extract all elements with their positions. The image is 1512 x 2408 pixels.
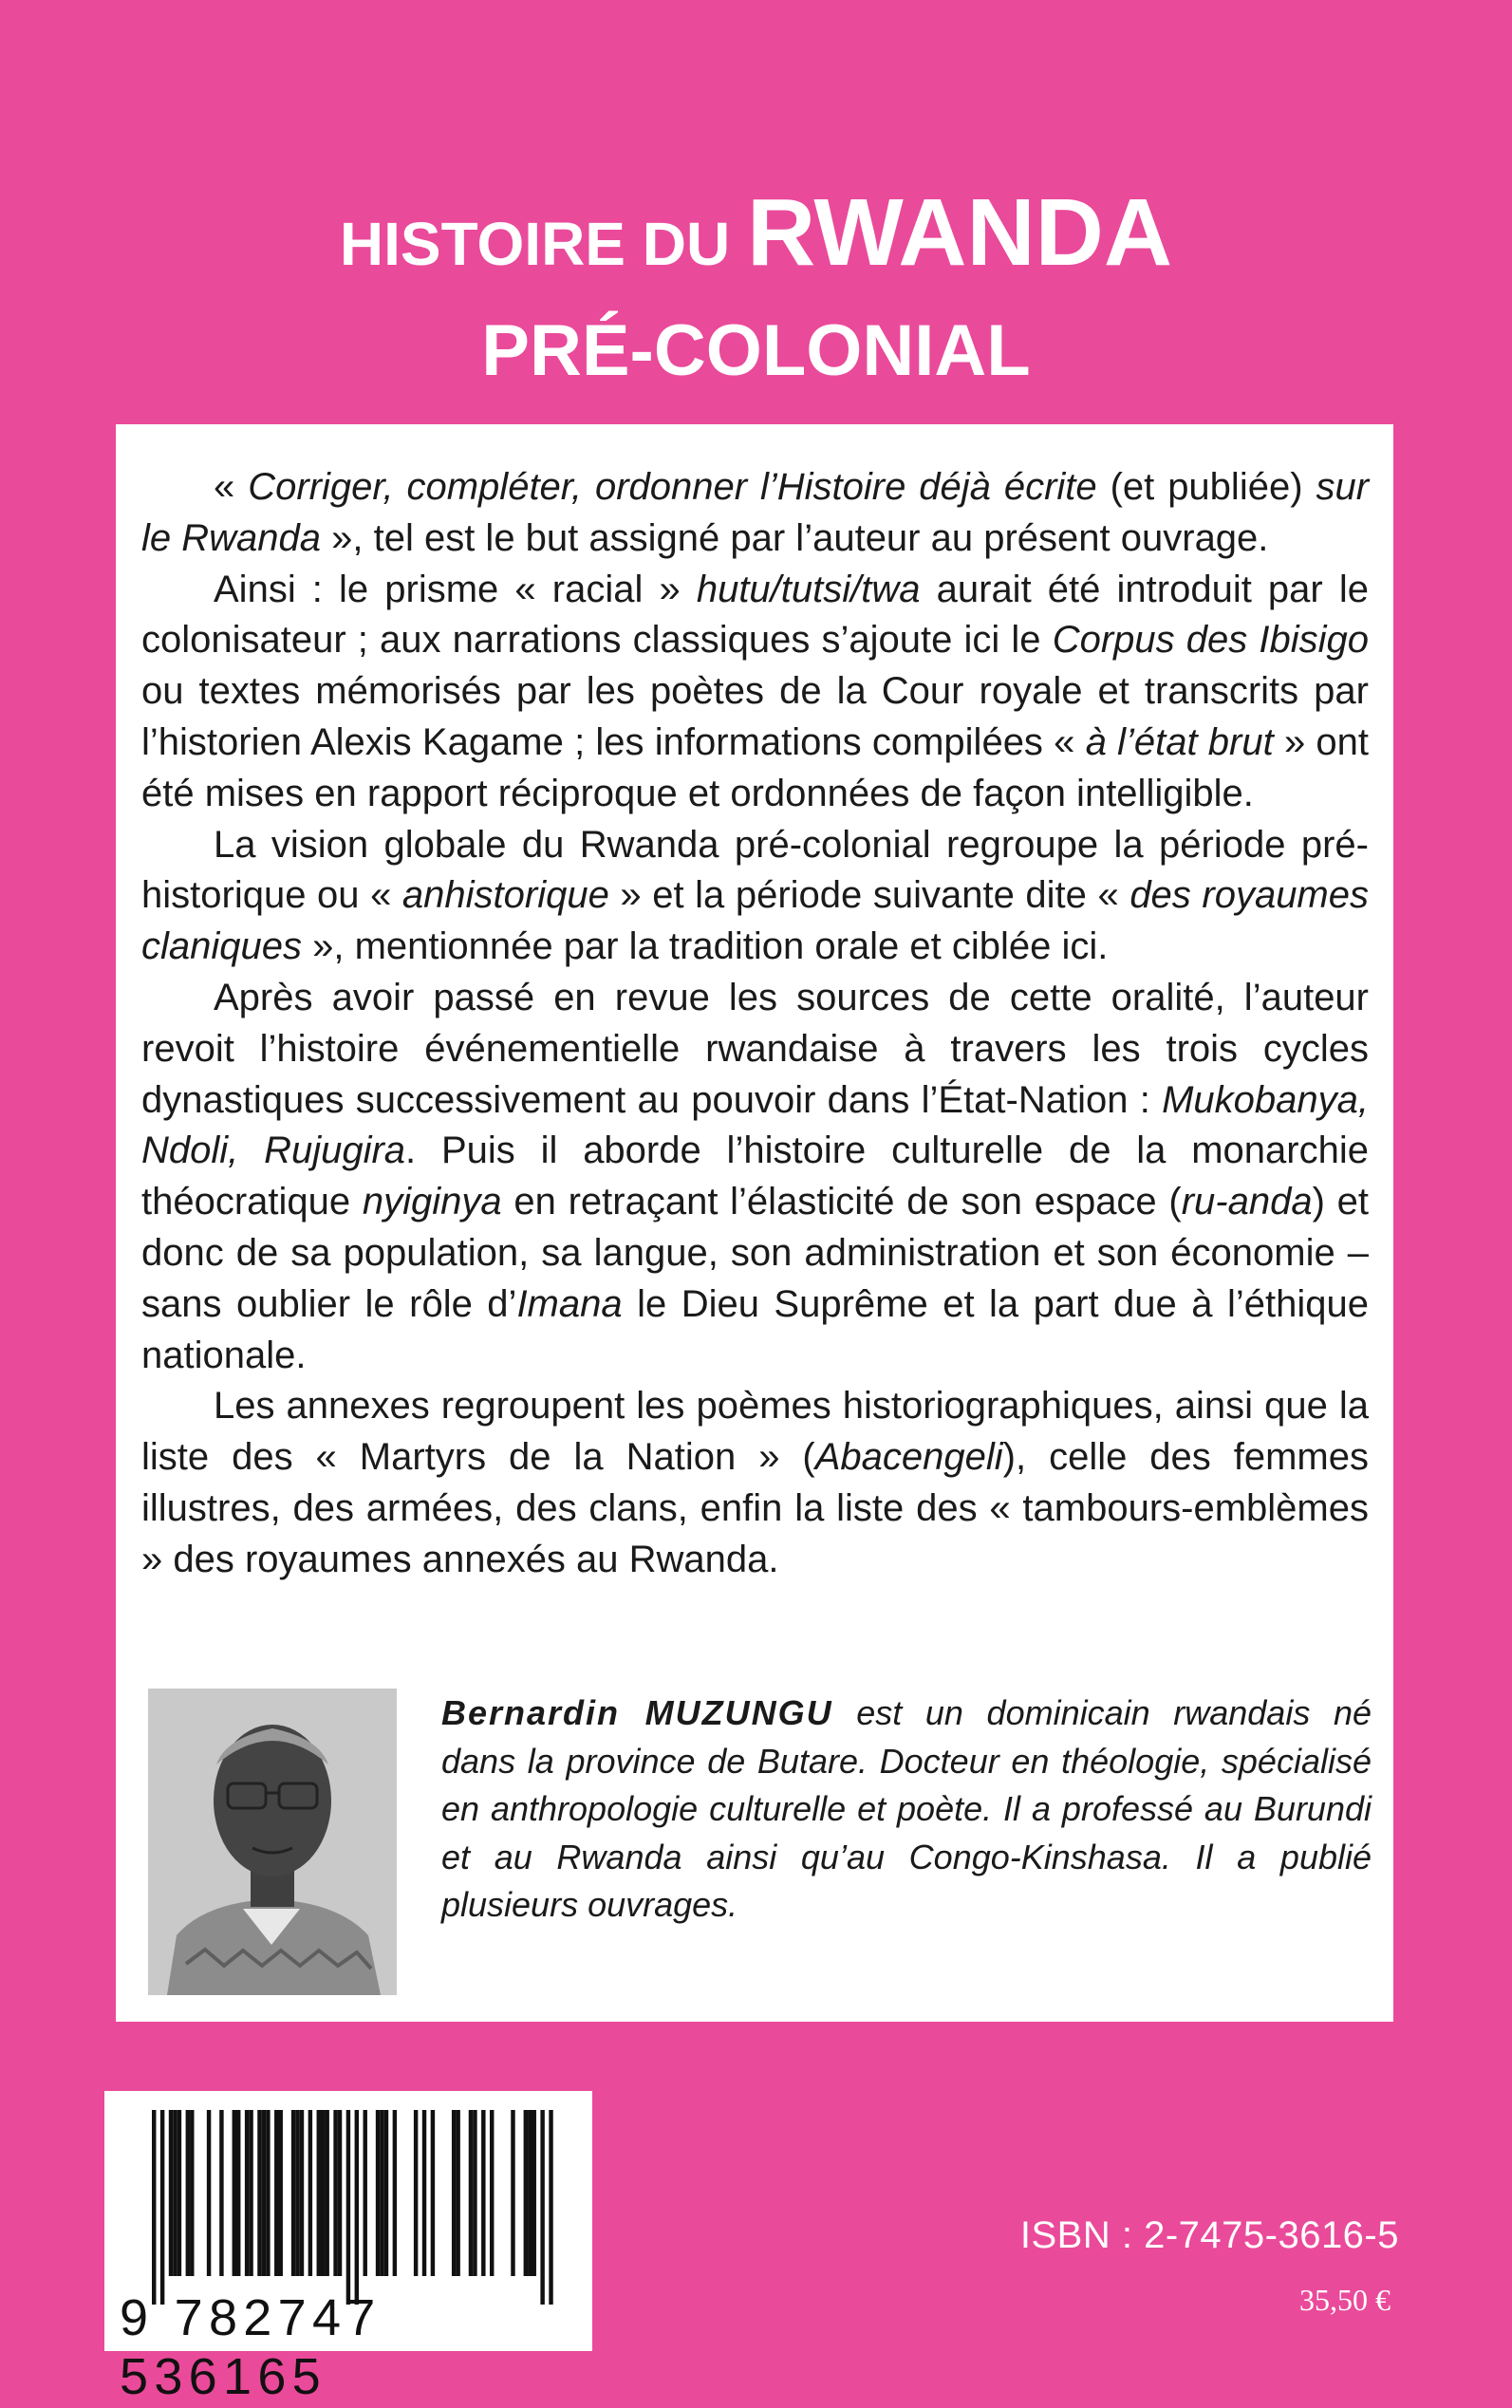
italic-run: ru-anda	[1181, 1181, 1313, 1223]
barcode-bar	[376, 2110, 380, 2276]
title-emphasis: RWANDA	[746, 179, 1173, 286]
barcode-bar	[274, 2110, 278, 2276]
blurb-paragraph-3	[141, 820, 1369, 973]
text-run: Les annexes regroupent les poèmes historiographiques, ainsi que la liste des « Martyrs de la Nation » (	[141, 1385, 1369, 1479]
barcode-bar	[291, 2110, 295, 2276]
text-run: ), celle des femmes illustres, des armées, des clans, enfin la liste des « tambours-emblèmes » des royaumes annexés au Rwanda.	[141, 1436, 1370, 1580]
barcode-bar	[511, 2110, 514, 2276]
author-bio-text: est un dominicain rwandais né dans la province de Butare. Docteur en théologie, spécialisé en anthropologie culturelle et poète. Il a professé au Burundi et au Rwanda ainsi qu’au Congo-Kinshasa. Il a publié plusieurs ouvrages.	[441, 1693, 1372, 1924]
title-line-1	[0, 179, 1512, 291]
author-bio	[441, 1689, 1372, 1930]
italic-run: hutu/tutsi/twa	[696, 568, 921, 610]
barcode-bar	[473, 2110, 476, 2276]
barcode-bar	[186, 2110, 190, 2276]
barcode-digits: 9 782747 536165	[120, 2289, 382, 2405]
text-run: La vision globale du Rwanda pré-colonial regroupe la période pré-historique ou «	[141, 823, 1369, 917]
text-run: le Dieu Suprême et la part due à l’éthique nationale.	[141, 1282, 1369, 1376]
text-run: » ont été mises en rapport réciproque et ordonnées de façon intelligible.	[141, 720, 1370, 814]
barcode-bar	[257, 2110, 261, 2276]
text-run: », mentionnée par la tradition orale et ciblée ici.	[302, 925, 1109, 968]
barcode-bar	[177, 2110, 181, 2276]
barcode-bar	[414, 2110, 418, 2276]
title-line-2: PRÉ-COLONIAL	[481, 310, 1031, 391]
barcode-bar	[308, 2110, 312, 2276]
italic-run: Mukobanya, Ndoli, Rujugira	[141, 1078, 1369, 1172]
barcode-bar	[532, 2110, 536, 2276]
barcode-bar	[333, 2110, 337, 2276]
text-run: Ainsi : le prisme « racial »	[214, 568, 697, 610]
barcode-bar	[236, 2110, 240, 2276]
barcode-bar	[207, 2110, 211, 2276]
text-run: . Puis il aborde l’histoire culturelle de la monarchie théocratique	[141, 1129, 1369, 1223]
barcode-bar	[540, 2110, 544, 2305]
blurb-text	[141, 462, 1369, 1586]
barcode-bar	[300, 2110, 304, 2276]
italic-run: sur le Rwanda	[141, 466, 1370, 559]
barcode-bar	[190, 2110, 194, 2276]
italic-run: anhistorique	[401, 874, 609, 917]
barcode-bar	[431, 2110, 435, 2276]
barcode-bar	[279, 2110, 283, 2276]
content-panel	[116, 424, 1393, 2022]
barcode-bar	[364, 2110, 367, 2276]
price: 35,50 €	[1299, 2283, 1391, 2317]
author-name: Bernardin MUZUNGU	[441, 1693, 833, 1732]
barcode-bar	[380, 2110, 383, 2276]
italic-run: Imana	[516, 1282, 623, 1325]
author-portrait-illustration	[148, 1689, 397, 1995]
barcode-bar	[219, 2110, 223, 2276]
barcode-bar	[160, 2110, 164, 2305]
barcode-bar	[355, 2110, 359, 2305]
barcode-bar	[481, 2110, 485, 2276]
text-run: (et publiée)	[1096, 466, 1316, 508]
barcode-bar	[393, 2110, 397, 2276]
barcode-bar	[528, 2110, 532, 2276]
text-run: », tel est le but assigné par l’auteur au présent ouvrage.	[321, 516, 1269, 559]
italic-run: à l’état brut	[1085, 720, 1274, 763]
barcode	[104, 2091, 592, 2405]
blurb-paragraph-4	[141, 973, 1369, 1381]
blurb-paragraph-5	[141, 1381, 1369, 1585]
blurb-paragraph-1	[141, 462, 1369, 565]
italic-run: Corriger, compléter, ordonner l’Histoire déjà écrite	[248, 466, 1097, 508]
barcode-bar	[422, 2110, 426, 2276]
text-run: ) et donc de sa population, sa langue, son administration et son économie – sans oublier le rôle d’	[141, 1181, 1370, 1325]
italic-run: Abacengeli	[814, 1436, 1003, 1479]
text-run: «	[214, 466, 249, 508]
barcode-bar	[456, 2110, 459, 2276]
barcode-bar	[249, 2110, 252, 2276]
author-photo	[148, 1689, 397, 1995]
italic-run: nyiginya	[362, 1181, 502, 1223]
barcode-bar	[469, 2110, 473, 2276]
text-run: Après avoir passé en revue les sources de cette oralité, l’auteur revoit l’histoire événementielle rwandaise à travers les trois cycles dynastiques successivement au pouvoir dans l’État-Nation :	[141, 976, 1369, 1121]
barcode-bar	[338, 2110, 342, 2276]
italic-run: Corpus des Ibisigo	[1052, 619, 1369, 662]
isbn: ISBN : 2-7475-3616-5	[1019, 2214, 1399, 2256]
barcode-bar	[295, 2110, 299, 2276]
title-prefix: HISTOIRE DU	[339, 210, 747, 278]
barcode-bar	[321, 2110, 325, 2276]
text-run: en retraçant l’élasticité de son espace (	[501, 1181, 1182, 1223]
barcode-bar	[317, 2110, 321, 2276]
barcode-bar	[169, 2110, 173, 2276]
barcode-bar	[266, 2110, 270, 2276]
barcode-bar	[152, 2110, 156, 2305]
barcode-bar	[490, 2110, 494, 2276]
blurb-paragraph-2	[141, 565, 1369, 820]
barcode-bar	[245, 2110, 249, 2276]
barcode-bar	[452, 2110, 456, 2276]
barcode-bar	[262, 2110, 266, 2276]
barcode-bar	[549, 2110, 552, 2305]
text-run: ou textes mémorisés par les poètes de la Cour royale et transcrits par l’historien Alexis Kagame ; les informations compilées «	[141, 670, 1369, 763]
text-run: aurait été introduit par le colonisateur ; aux narrations classiques s’ajoute ici le	[141, 568, 1369, 662]
barcode-bar	[346, 2110, 350, 2305]
barcode-bar	[524, 2110, 528, 2276]
barcode-bar	[173, 2110, 177, 2276]
text-run: » et la période suivante dite «	[608, 874, 1130, 917]
barcode-bar	[233, 2110, 236, 2276]
barcode-bar	[384, 2110, 388, 2276]
italic-run: des royaumes claniques	[141, 874, 1370, 968]
barcode-bar	[325, 2110, 328, 2276]
